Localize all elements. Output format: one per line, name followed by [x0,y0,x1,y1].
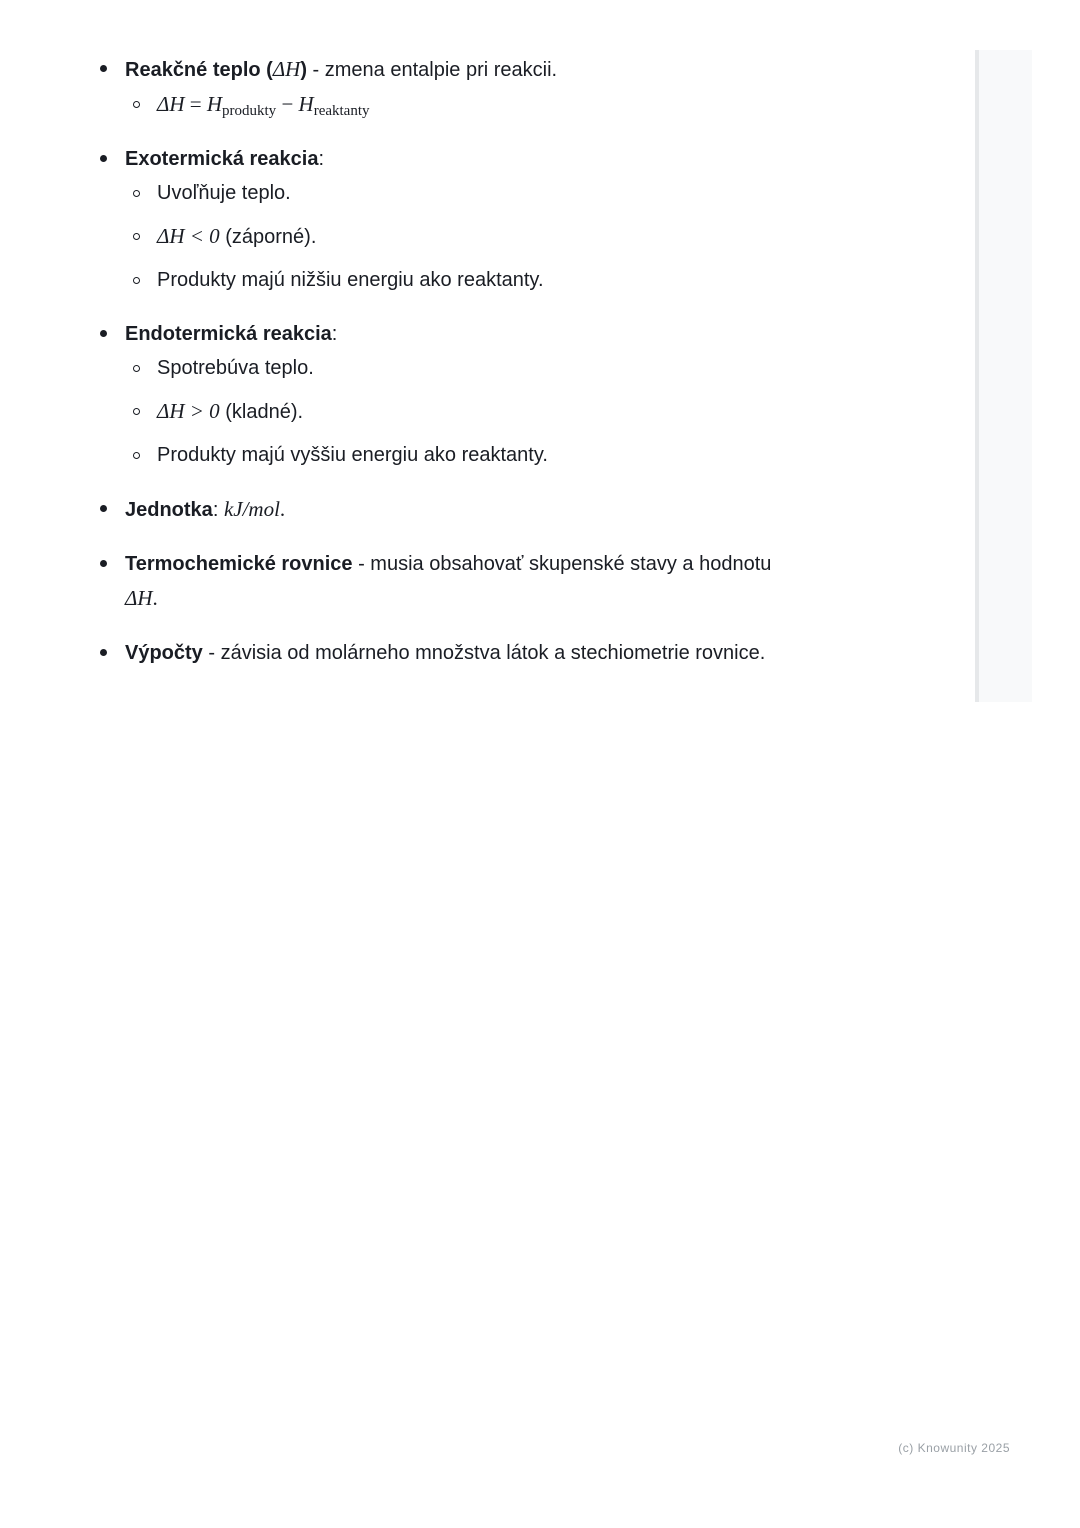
list-item-unit: Jednotka: kJ/mol. [0,492,900,527]
thermochemical-description: - musia obsahovať skupenské stavy a hodnotu [352,553,772,575]
sub-bullet-list [125,87,900,122]
calculations-description: - závisia od molárneho množstva látok a stechiometrie rovnice. [202,642,766,664]
sub-item: Spotrebúva teplo. [125,351,900,385]
list-item-calculations [0,636,900,670]
term-reaction-heat: Reakčné teplo (ΔH) [125,57,307,81]
side-panel [975,50,1032,702]
unit-value: kJ/mol. [223,497,286,521]
sub-item: ΔH > 0 (kladné). [125,394,900,429]
reaction-heat-description: - zmena entalpie pri reakcii. [307,59,558,81]
list-item-reaction-heat [0,52,900,122]
sub-item: ΔH < 0 (záporné). [125,219,900,254]
copyright-footer: (c) Knowunity 2025 [898,1441,1010,1455]
formula-item [125,87,900,122]
sub-item: Uvoľňuje teplo. [125,176,900,210]
sub-bullet-list [125,176,900,297]
term-thermochemical-equations: Termochemické rovnice [125,553,353,575]
enthalpy-formula: $\Delta H = H_{produkty} - H_{reaktanty}$ [157,92,370,119]
term-exothermic: Exotermická reakcia [125,148,319,170]
sub-item: Produkty majú nižšiu energiu ako reaktanty. [125,263,900,297]
list-item-thermochemical-equations: Termochemické rovnice - musia obsahovať skupenské stavy a hodnotu ΔH. [0,547,900,616]
term-unit: Jednotka [125,499,213,521]
list-item-exothermic: Exotermická reakcia: Uvoľňuje teplo. ΔH < 0 (záporné). Produkty majú nižšiu energiu ako reaktanty. [0,142,900,297]
sub-item: Produkty majú vyššiu energiu ako reaktanty. [125,438,900,472]
document-body [0,52,900,690]
term-calculations: Výpočty [125,642,203,664]
term-endothermic: Endotermická reakcia [125,323,332,345]
list-item-endothermic: Endotermická reakcia: Spotrebúva teplo. ΔH > 0 (kladné). Produkty majú vyššiu energiu ako reaktanty. [0,317,900,472]
main-bullet-list [0,52,900,670]
sub-bullet-list [125,351,900,472]
